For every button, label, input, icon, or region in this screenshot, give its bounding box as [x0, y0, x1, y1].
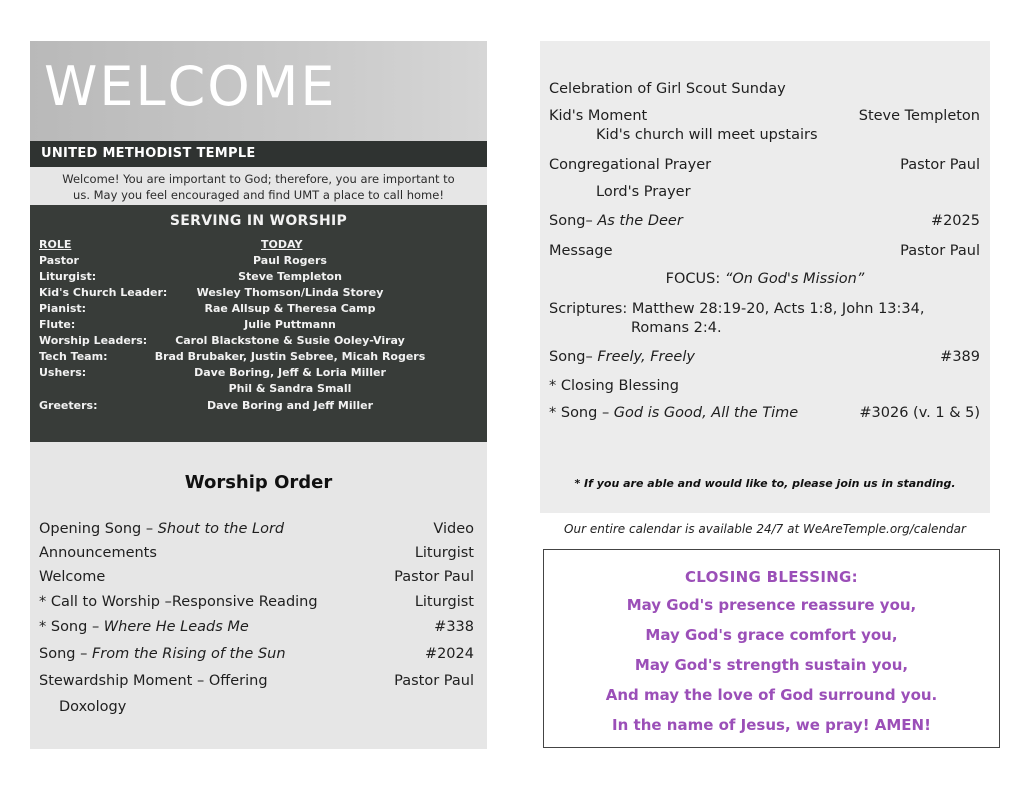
song-number: #3026 (v. 1 & 5) [859, 405, 980, 421]
order-item-leader: #338 [434, 619, 474, 635]
congregational-prayer-leader: Pastor Paul [900, 157, 980, 173]
welcome-banner [30, 41, 487, 141]
order-item-leader: #2024 [424, 646, 474, 662]
serving-row [30, 382, 487, 398]
order-item-leader: Liturgist [414, 545, 474, 561]
song-title: As the Deer [597, 213, 683, 229]
closing-blessing-item: * Closing Blessing [549, 378, 679, 394]
message-leader: Pastor Paul [900, 243, 980, 259]
serving-row [30, 270, 487, 286]
blessing-line: And may the love of God surround you. [605, 686, 938, 704]
serving-row [30, 366, 487, 382]
focus-title: “On God's Mission” [724, 271, 865, 287]
serving-role: Greeters: [39, 399, 98, 412]
order-item [30, 699, 487, 721]
serving-role: Pianist: [39, 302, 87, 315]
scriptures-continued: Romans 2:4. [631, 320, 722, 336]
serving-name: Phil & Sandra Small [228, 382, 352, 395]
service-item [540, 127, 990, 149]
serving-role: Kid's Church Leader: [39, 286, 168, 299]
order-item-label: Opening Song – [39, 521, 158, 537]
serving-row [30, 254, 487, 270]
role-header: ROLE [39, 238, 72, 251]
serving-name: Steve Templeton [238, 270, 342, 283]
serving-role: Tech Team: [39, 350, 108, 363]
order-item-label: * Call to Worship –Responsive Reading [39, 594, 318, 610]
service-item [540, 378, 990, 400]
order-item-label: Welcome [39, 569, 106, 585]
standing-note: * If you are able and would like to, please join us in standing. [574, 477, 956, 490]
right-panel [540, 41, 990, 513]
kids-moment-leader: Steve Templeton [858, 108, 980, 124]
order-item-title: From the Rising of the Sun [91, 646, 286, 662]
serving-row [30, 334, 487, 350]
order-item [30, 545, 487, 567]
service-item [540, 243, 990, 265]
welcome-message-line: Welcome! You are important to God; therefore, you are important to [62, 172, 455, 186]
serving-row [30, 286, 487, 302]
service-item [540, 81, 990, 103]
order-item [30, 521, 487, 543]
org-name: UNITED METHODIST TEMPLE [41, 146, 256, 161]
order-item-leader: Video [433, 521, 474, 537]
serving-role: Liturgist: [39, 270, 97, 283]
welcome-message-line: us. May you feel encouraged and find UMT a place to call home! [73, 188, 444, 202]
order-item-title: Where He Leads Me [103, 619, 249, 635]
serving-name: Carol Blackstone & Susie Ooley-Viray [175, 334, 405, 347]
focus-label: FOCUS: [665, 271, 725, 287]
calendar-note: Our entire calendar is available 24/7 at WeAreTemple.org/calendar [564, 522, 966, 536]
order-item [30, 646, 487, 668]
serving-in-worship [30, 205, 487, 442]
serving-role: Ushers: [39, 366, 87, 379]
org-bar [30, 141, 487, 167]
serving-row [30, 399, 487, 415]
blessing-line: In the name of Jesus, we pray! AMEN! [612, 716, 931, 734]
welcome-title: WELCOME [44, 55, 337, 118]
order-item-leader: Liturgist [414, 594, 474, 610]
service-item [540, 157, 990, 179]
serving-name: Brad Brubaker, Justin Sebree, Micah Rogers [154, 350, 426, 363]
serving-name: Wesley Thomson/Linda Storey [196, 286, 384, 299]
service-item [540, 405, 990, 427]
blessing-line: May God's presence reassure you, [626, 596, 917, 614]
kids-moment: Kid's Moment [549, 108, 648, 124]
order-item-label: Stewardship Moment – Offering [39, 673, 268, 689]
serving-title: SERVING IN WORSHIP [169, 213, 348, 229]
closing-blessing-title: CLOSING BLESSING: [685, 568, 858, 586]
serving-row [30, 302, 487, 318]
order-item-leader: Pastor Paul [394, 569, 474, 585]
blessing-line: May God's grace comfort you, [645, 626, 898, 644]
order-item [30, 569, 487, 591]
song-number: #389 [940, 349, 980, 365]
serving-name: Rae Allsup & Theresa Camp [204, 302, 376, 315]
song-number: #2025 [930, 213, 980, 229]
service-item [540, 320, 990, 342]
service-item [540, 271, 990, 293]
welcome-message [30, 171, 487, 203]
song-label: Song– [549, 349, 598, 365]
order-item [30, 673, 487, 695]
serving-row [30, 350, 487, 366]
order-item-title: Shout to the Lord [157, 521, 285, 537]
worship-order-title: Worship Order [184, 472, 333, 493]
serving-role: Flute: [39, 318, 76, 331]
today-header: TODAY [261, 238, 303, 251]
closing-blessing-box [543, 549, 1000, 748]
service-item [540, 349, 990, 371]
service-item [540, 184, 990, 206]
doxology: Doxology [59, 699, 127, 715]
order-item [30, 594, 487, 616]
order-item-label: * Song – [39, 619, 104, 635]
lords-prayer: Lord's Prayer [596, 184, 691, 200]
message: Message [549, 243, 613, 259]
serving-role: Pastor [39, 254, 79, 267]
service-item [540, 213, 990, 235]
girl-scout-celebration: Celebration of Girl Scout Sunday [549, 81, 786, 97]
order-item-leader: Pastor Paul [394, 673, 474, 689]
order-item-label: Announcements [39, 545, 157, 561]
serving-name: Paul Rogers [253, 254, 327, 267]
song-label: Song– [549, 213, 598, 229]
congregational-prayer: Congregational Prayer [549, 157, 712, 173]
serving-row [30, 318, 487, 334]
kids-church-note: Kid's church will meet upstairs [596, 127, 818, 143]
order-item [30, 619, 487, 641]
order-item-label: Song – [39, 646, 92, 662]
song-title: Freely, Freely [597, 349, 695, 365]
song-label: * Song – [549, 405, 614, 421]
serving-name: Dave Boring and Jeff Miller [206, 399, 374, 412]
scriptures: Scriptures: Matthew 28:19-20, Acts 1:8, John 13:34, [549, 301, 925, 317]
serving-role: Worship Leaders: [39, 334, 148, 347]
serving-name: Dave Boring, Jeff & Loria Miller [194, 366, 386, 379]
left-panel [30, 41, 487, 749]
blessing-line: May God's strength sustain you, [634, 656, 909, 674]
serving-name: Julie Puttmann [244, 318, 336, 331]
song-title: God is Good, All the Time [613, 405, 799, 421]
